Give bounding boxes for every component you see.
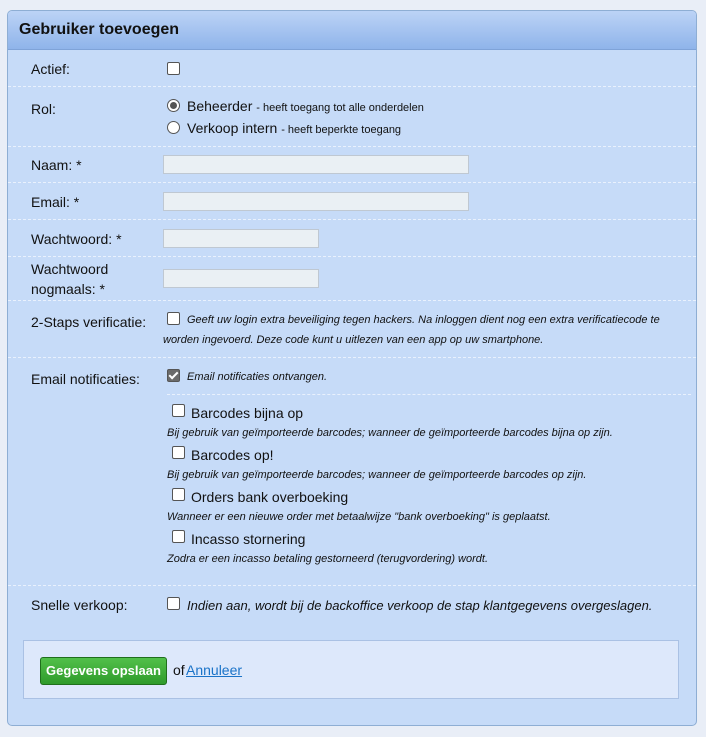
separator [8, 357, 696, 358]
naam-field[interactable] [163, 155, 469, 174]
snelle-verkoop-checkbox[interactable] [167, 597, 180, 610]
actief-label: Actief: [31, 61, 70, 77]
separator [8, 182, 696, 183]
save-button[interactable]: Gegevens opslaan [40, 657, 167, 685]
rol-radio-beheerder[interactable] [167, 99, 180, 112]
separator [167, 394, 691, 395]
notif-orders-bank-overboeking-desc: Wanneer er een nieuwe order met betaalwijze "bank overboeking" is geplaatst. [167, 511, 551, 523]
rol-option-beheerder[interactable] [187, 98, 424, 114]
rol-option-verkoop-intern-label: Verkoop intern [187, 120, 278, 136]
twostep-description-line2: worden ingevoerd. Deze code kunt u uitlezen van een app op uw smartphone. [163, 334, 544, 346]
notif-main-checkbox[interactable] [167, 369, 180, 382]
separator [8, 585, 696, 586]
notif-barcodes-op-label[interactable]: Barcodes op! [191, 447, 274, 463]
wachtwoord-nogmaals-label-line1: Wachtwoord [31, 261, 109, 277]
notif-barcodes-op-checkbox[interactable] [172, 446, 185, 459]
separator [8, 300, 696, 301]
wachtwoord-nogmaals-label-line2: nogmaals: * [31, 281, 105, 297]
twostep-checkbox[interactable] [167, 312, 180, 325]
user-form-panel [7, 10, 697, 726]
naam-label: Naam: * [31, 157, 82, 173]
notif-barcodes-bijna-op-desc: Bij gebruik van geïmporteerde barcodes; wanneer de geïmporteerde barcodes bijna op zijn. [167, 427, 613, 439]
email-label: Email: * [31, 194, 80, 210]
separator [8, 256, 696, 257]
twostep-label: 2-Staps verificatie: [31, 314, 147, 330]
wachtwoord-label: Wachtwoord: * [31, 231, 122, 247]
or-text: of [173, 662, 185, 678]
cancel-link[interactable]: Annuleer [186, 662, 243, 678]
separator [8, 219, 696, 220]
notif-orders-bank-overboeking-label[interactable]: Orders bank overboeking [191, 489, 349, 505]
snelle-verkoop-description: Indien aan, wordt bij de backoffice verkoop de stap klantgegevens overgeslagen. [187, 598, 653, 613]
wachtwoord-nogmaals-field[interactable] [163, 269, 319, 288]
notif-barcodes-bijna-op-checkbox[interactable] [172, 404, 185, 417]
notif-incasso-stornering-desc: Zodra er een incasso betaling gestorneerd (terugvordering) wordt. [167, 553, 489, 565]
actief-checkbox[interactable] [167, 62, 180, 75]
rol-radio-verkoop-intern[interactable] [167, 121, 180, 134]
notif-incasso-stornering-checkbox[interactable] [172, 530, 185, 543]
rol-option-verkoop-intern[interactable] [187, 120, 401, 136]
wachtwoord-field[interactable] [163, 229, 319, 248]
rol-option-verkoop-intern-hint: - heeft beperkte toegang [281, 124, 402, 136]
panel-title: Gebruiker toevoegen [8, 11, 696, 50]
separator [8, 146, 696, 147]
notif-label: Email notificaties: [31, 371, 140, 387]
rol-label: Rol: [31, 101, 56, 117]
notif-barcodes-op-desc: Bij gebruik van geïmporteerde barcodes; wanneer de geïmporteerde barcodes op zijn. [167, 469, 587, 481]
snelle-verkoop-label: Snelle verkoop: [31, 597, 128, 613]
separator [8, 86, 696, 87]
notif-orders-bank-overboeking-checkbox[interactable] [172, 488, 185, 501]
notif-main-label: Email notificaties ontvangen. [187, 371, 328, 383]
rol-option-beheerder-hint: - heeft toegang tot alle onderdelen [256, 102, 424, 114]
form-actions [23, 640, 679, 699]
rol-option-beheerder-label: Beheerder [187, 98, 253, 114]
email-field[interactable] [163, 192, 469, 211]
twostep-description-line1: Geeft uw login extra beveiliging tegen hackers. Na inloggen dient nog een extra verificatiecode te [187, 314, 660, 326]
notif-barcodes-bijna-op-label[interactable]: Barcodes bijna op [191, 405, 304, 421]
notif-incasso-stornering-label[interactable]: Incasso stornering [191, 531, 306, 547]
